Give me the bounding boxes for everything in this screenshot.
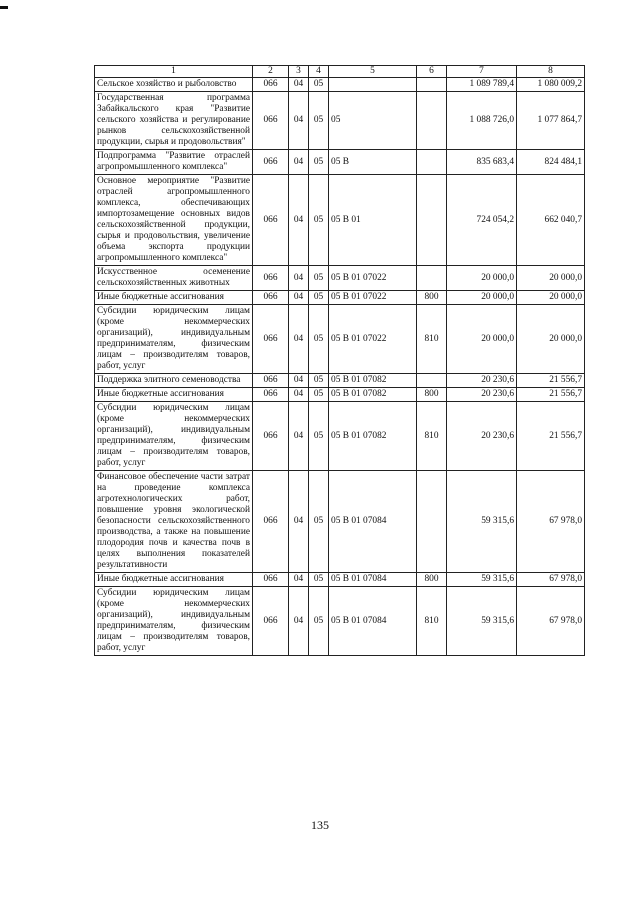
- ministry-code: 066: [253, 305, 289, 374]
- amount-col8: 21 556,7: [517, 388, 585, 402]
- ministry-code: 066: [253, 291, 289, 305]
- ministry-code: 066: [253, 175, 289, 266]
- section-code: 04: [289, 471, 309, 573]
- section-code: 04: [289, 587, 309, 656]
- table-row: [95, 78, 585, 92]
- header-cell-3: 3: [289, 66, 309, 78]
- section-code: 04: [289, 402, 309, 471]
- header-cell-5: 5: [329, 66, 417, 78]
- header-row: [95, 66, 585, 78]
- row-name: Поддержка элитного семеноводства: [95, 374, 253, 388]
- table-row: [95, 587, 585, 656]
- section-code: 04: [289, 78, 309, 92]
- subsection-code: 05: [309, 92, 329, 150]
- target-article: 05: [329, 92, 417, 150]
- ministry-code: 066: [253, 388, 289, 402]
- header-cell-7: 7: [447, 66, 517, 78]
- amount-col7: 20 000,0: [447, 291, 517, 305]
- row-name: Субсидии юридическим лицам (кроме некоммерческих организаций), индивидуальным предпринимателям, физическим лицам – производителям товаров, работ, услуг: [95, 305, 253, 374]
- expense-type: [417, 150, 447, 175]
- ministry-code: 066: [253, 573, 289, 587]
- amount-col8: 20 000,0: [517, 291, 585, 305]
- target-article: 05 В 01 07082: [329, 402, 417, 471]
- amount-col7: 835 683,4: [447, 150, 517, 175]
- table-row: [95, 388, 585, 402]
- section-code: 04: [289, 92, 309, 150]
- target-article: 05 В 01 07084: [329, 587, 417, 656]
- amount-col7: 20 000,0: [447, 305, 517, 374]
- amount-col7: 1 088 726,0: [447, 92, 517, 150]
- row-name: Сельское хозяйство и рыболовство: [95, 78, 253, 92]
- amount-col7: 1 089 789,4: [447, 78, 517, 92]
- section-code: 04: [289, 573, 309, 587]
- target-article: [329, 78, 417, 92]
- amount-col8: 67 978,0: [517, 587, 585, 656]
- row-name: Искусственное осеменение сельскохозяйственных животных: [95, 266, 253, 291]
- row-name: Иные бюджетные ассигнования: [95, 573, 253, 587]
- amount-col7: 20 230,6: [447, 388, 517, 402]
- amount-col7: 724 054,2: [447, 175, 517, 266]
- subsection-code: 05: [309, 573, 329, 587]
- amount-col8: 20 000,0: [517, 266, 585, 291]
- ministry-code: 066: [253, 374, 289, 388]
- row-name: Субсидии юридическим лицам (кроме некоммерческих организаций), индивидуальным предпринимателям, физическим лицам – производителям товаров, работ, услуг: [95, 587, 253, 656]
- amount-col8: 67 978,0: [517, 471, 585, 573]
- row-name: Подпрограмма "Развитие отраслей агропромышленного комплекса": [95, 150, 253, 175]
- subsection-code: 05: [309, 587, 329, 656]
- budget-table: [94, 65, 585, 656]
- subsection-code: 05: [309, 305, 329, 374]
- target-article: 05 В 01 07022: [329, 266, 417, 291]
- target-article: 05 В 01 07082: [329, 388, 417, 402]
- ministry-code: 066: [253, 587, 289, 656]
- subsection-code: 05: [309, 388, 329, 402]
- subsection-code: 05: [309, 471, 329, 573]
- header-cell-1: 1: [95, 66, 253, 78]
- expense-type: 800: [417, 573, 447, 587]
- subsection-code: 05: [309, 150, 329, 175]
- header-cell-2: 2: [253, 66, 289, 78]
- table-row: [95, 402, 585, 471]
- subsection-code: 05: [309, 374, 329, 388]
- ministry-code: 066: [253, 92, 289, 150]
- expense-type: 800: [417, 388, 447, 402]
- target-article: 05 В 01 07022: [329, 305, 417, 374]
- table-row: [95, 305, 585, 374]
- row-name: Основное мероприятие "Развитие отраслей агропромышленного комплекса, обеспечивающих импортозамещение основных видов сельскохозяйственной продукции, сырья и продовольствия, увеличение объема экспорта продукции агропромышленного комплекса": [95, 175, 253, 266]
- amount-col7: 59 315,6: [447, 573, 517, 587]
- amount-col8: 20 000,0: [517, 305, 585, 374]
- target-article: 05 В 01 07022: [329, 291, 417, 305]
- amount-col7: 20 000,0: [447, 266, 517, 291]
- ministry-code: 066: [253, 471, 289, 573]
- target-article: 05 В 01: [329, 175, 417, 266]
- expense-type: [417, 92, 447, 150]
- amount-col8: 1 077 864,7: [517, 92, 585, 150]
- amount-col8: 1 080 009,2: [517, 78, 585, 92]
- target-article: 05 В 01 07084: [329, 471, 417, 573]
- table-row: [95, 175, 585, 266]
- header-cell-6: 6: [417, 66, 447, 78]
- table-row: [95, 150, 585, 175]
- subsection-code: 05: [309, 78, 329, 92]
- table-row: [95, 92, 585, 150]
- table-body: [95, 78, 585, 656]
- row-name: Финансовое обеспечение части затрат на проведение комплекса агротехнологических работ, повышение уровня экологической безопасности сельскохозяйственного производства, а также на повышение плодородия почв и качества почв в целях выполнения показателей результативности: [95, 471, 253, 573]
- section-code: 04: [289, 305, 309, 374]
- header-cell-4: 4: [309, 66, 329, 78]
- target-article: 05 В: [329, 150, 417, 175]
- subsection-code: 05: [309, 291, 329, 305]
- amount-col8: 67 978,0: [517, 573, 585, 587]
- subsection-code: 05: [309, 402, 329, 471]
- row-name: Иные бюджетные ассигнования: [95, 291, 253, 305]
- section-code: 04: [289, 175, 309, 266]
- amount-col7: 20 230,6: [447, 402, 517, 471]
- expense-type: [417, 374, 447, 388]
- ministry-code: 066: [253, 150, 289, 175]
- ministry-code: 066: [253, 266, 289, 291]
- expense-type: [417, 78, 447, 92]
- row-name: Государственная программа Забайкальского края "Развитие сельского хозяйства и регулирование рынков сельскохозяйственной продукции, сырья и продовольствия": [95, 92, 253, 150]
- amount-col7: 59 315,6: [447, 587, 517, 656]
- amount-col7: 20 230,6: [447, 374, 517, 388]
- row-name: Иные бюджетные ассигнования: [95, 388, 253, 402]
- amount-col8: 824 484,1: [517, 150, 585, 175]
- target-article: 05 В 01 07082: [329, 374, 417, 388]
- expense-type: 810: [417, 305, 447, 374]
- expense-type: [417, 471, 447, 573]
- table-row: [95, 266, 585, 291]
- table-row: [95, 471, 585, 573]
- expense-type: [417, 175, 447, 266]
- expense-type: 800: [417, 291, 447, 305]
- amount-col8: 21 556,7: [517, 374, 585, 388]
- row-name: Субсидии юридическим лицам (кроме некоммерческих организаций), индивидуальным предпринимателям, физическим лицам – производителям товаров, работ, услуг: [95, 402, 253, 471]
- table-row: [95, 291, 585, 305]
- table-row: [95, 573, 585, 587]
- section-code: 04: [289, 388, 309, 402]
- amount-col8: 662 040,7: [517, 175, 585, 266]
- corner-mark: [0, 6, 8, 9]
- table-row: [95, 374, 585, 388]
- target-article: 05 В 01 07084: [329, 573, 417, 587]
- header-cell-8: 8: [517, 66, 585, 78]
- section-code: 04: [289, 291, 309, 305]
- section-code: 04: [289, 150, 309, 175]
- amount-col8: 21 556,7: [517, 402, 585, 471]
- expense-type: [417, 266, 447, 291]
- page-number: 135: [311, 818, 329, 832]
- expense-type: 810: [417, 402, 447, 471]
- expense-type: 810: [417, 587, 447, 656]
- ministry-code: 066: [253, 402, 289, 471]
- section-code: 04: [289, 374, 309, 388]
- subsection-code: 05: [309, 266, 329, 291]
- section-code: 04: [289, 266, 309, 291]
- amount-col7: 59 315,6: [447, 471, 517, 573]
- subsection-code: 05: [309, 175, 329, 266]
- ministry-code: 066: [253, 78, 289, 92]
